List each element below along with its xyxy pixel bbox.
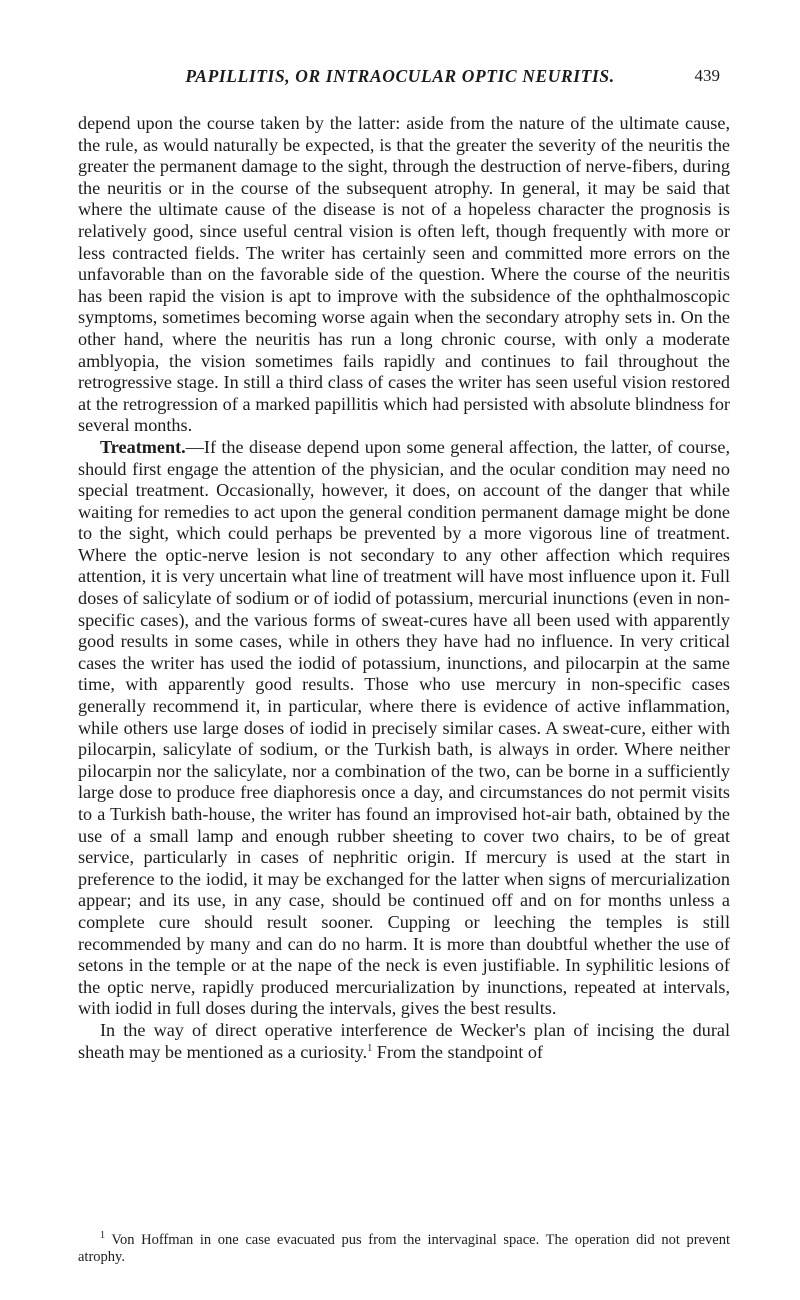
section-heading-treatment: Treatment. (100, 436, 186, 457)
footnote (78, 1232, 730, 1266)
paragraph-operative-text: In the way of direct operative interference de Wecker's plan of incising the dural sheath may be mentioned as a curiosity. (78, 1019, 730, 1062)
footnote-text: Von Hoffman in one case evacuated pus from the intervaginal space. The operation did not prevent atrophy. (78, 1232, 730, 1265)
paragraph-operative-text-end: From the standpoint of (372, 1041, 543, 1062)
paragraph-treatment-text: —If the disease depend upon some general affection, the latter, of course, should first engage the attention of the physician, and the ocular condition may need no special treatment. Occasionally, however, it does, on account of the danger that while waiting for remedies to act upon the general condition permanent damage might be done to the sight, which could perhaps be prevented by a more vigorous line of treatment. Where the optic-nerve lesion is not secondary to any other affection which requires attention, it is very uncertain what line of treatment will have most influence upon it. Full doses of salicylate of sodium or of iodid of potassium, mercurial inunctions (even in non-specific cases), and the various forms of sweat-cures have all been used with apparently good results in some cases, while in others they have had no influence. In very critical cases the writer has used the iodid of potassium, inunctions, and pilocarpin at the same time, with apparently good results. Those who use mercury in non-specific cases generally recommend it, in particular, where there is evidence of active inflammation, while others use large doses of iodid in precisely similar cases. A sweat-cure, either with pilocarpin, salicylate of sodium, or the Turkish bath, is always in order. Where neither pilocarpin nor the salicylate, nor a combination of the two, can be borne in a sufficiently large dose to produce free diaphoresis once a day, and circumstances do not permit visits to a Turkish bath-house, the writer has found an improvised hot-air bath, obtained by the use of a small lamp and enough rubber sheeting to cover two chairs, to be of great service, particularly in cases of nephritic origin. If mercury is used at the start in preference to the iodid, it may be exchanged for the latter when signs of mercurialization appear; and its use, in any case, should be continued off and on for months unless a complete cure should result sooner. Cupping or leeching the temples is still recommended by many and can do no harm. It is more than doubtful whether the use of setons in the temple or at the nape of the neck is even justifiable. In syphilitic lesions of the optic nerve, rapidly produced mercurialization by inunctions, repeated at intervals, with iodid in full doses during the intervals, gives the best results. (78, 436, 730, 1019)
paragraph-prognosis: depend upon the course taken by the latter: aside from the nature of the ultimate cause, the rule, as would naturally be expected, is that the greater the severity of the neuritis the greater the permanent damage to the sight, through the destruction of nerve-fibers, during the neuritis or in the course of the subsequent atrophy. In general, it may be said that where the ultimate cause of the disease is not of a hopeless character the prognosis is relatively good, since useful central vision is often left, though frequently with more or less contracted fields. The writer has certainly seen and committed more errors on the unfavorable than on the favorable side of the question. Where the course of the neuritis has been rapid the vision is apt to improve with the subsidence of the ophthalmoscopic symptoms, sometimes becoming worse again when the secondary atrophy sets in. On the other hand, where the neuritis has run a long chronic course, with only a moderate amblyopia, the vision sometimes fails rapidly and continues to fail throughout the retrogressive stage. In still a third class of cases the writer has seen useful vision restored at the retrogression of a marked papillitis which had persisted with absolute blindness for several months. (78, 113, 730, 436)
footnote-reference: 1 (367, 1042, 373, 1054)
paragraph-treatment (78, 437, 730, 1020)
paragraph-operative (78, 1020, 730, 1063)
page-number: 439 (694, 66, 720, 85)
running-title: PAPILLITIS, OR INTRAOCULAR OPTIC NEURITIS. (185, 66, 615, 86)
running-head (80, 66, 720, 90)
body-text (78, 113, 730, 1063)
footnote-mark: 1 (100, 1230, 105, 1242)
